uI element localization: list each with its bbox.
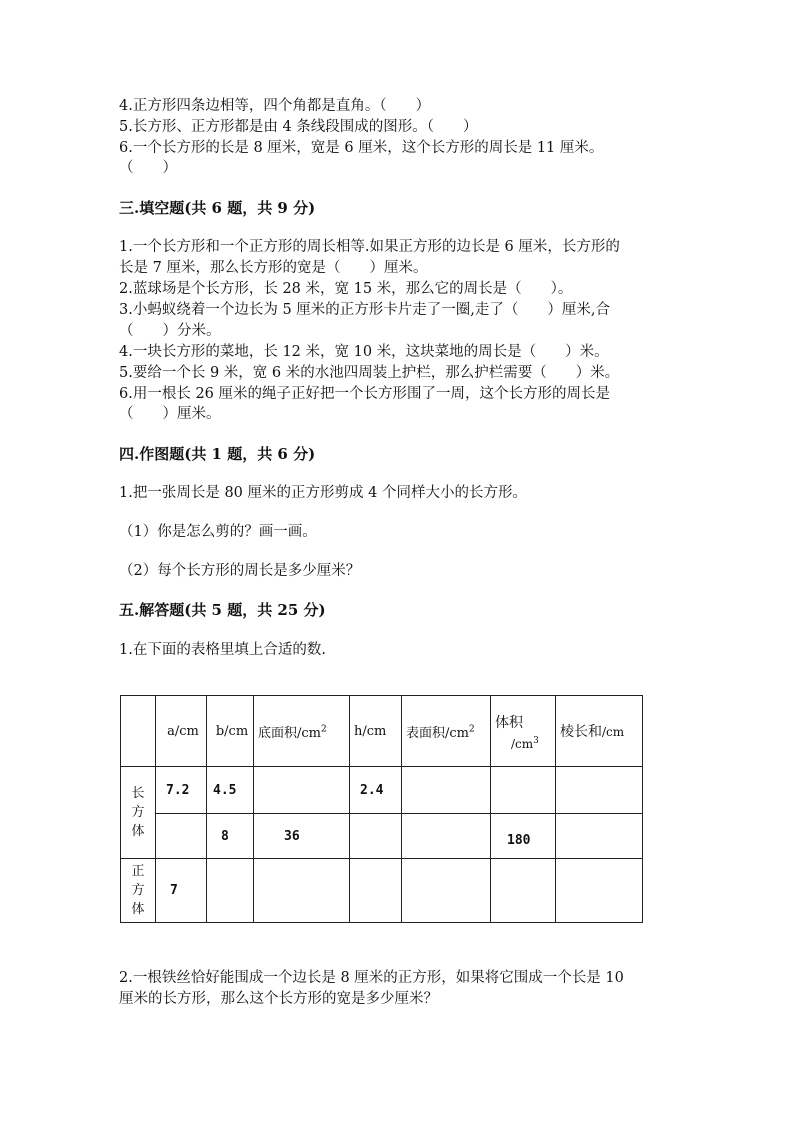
cuboid-volume-cell[interactable]: [491, 767, 556, 814]
cuboid2-edge-sum-cell[interactable]: [556, 814, 643, 859]
judgement-item-6: 6.一个长方形的长是 8 厘米，宽是 6 厘米，这个长方形的周长是 11 厘米。: [119, 140, 604, 156]
header-b: b/cm: [207, 696, 254, 767]
cube-h-cell[interactable]: [350, 859, 402, 923]
cuboid2-b-cell[interactable]: 8: [207, 814, 254, 859]
cube-b-cell[interactable]: [207, 859, 254, 923]
header-surface-area: 表面积$/cm^2$: [402, 696, 491, 767]
judgement-item-5: 5.长方形、正方形都是由 4 条线段围成的图形。（ ）: [119, 119, 478, 135]
cuboid-b-cell[interactable]: 4.5: [207, 767, 254, 814]
table-header-row: [121, 696, 643, 767]
draw-question: 1.把一张周长是 80 厘米的正方形剪成 4 个同样大小的长方形。: [119, 485, 527, 501]
fill-line: 5.要给一个长 9 米，宽 6 米的水池四周装上护栏，那么护栏需要（ ）米。: [119, 365, 620, 381]
header-volume-label: 体积: [495, 714, 523, 731]
solve-question-2-cont: 厘米的长方形，那么这个长方形的宽是多少厘米？: [119, 991, 438, 1007]
judgement-item-6-blank: （ ）: [119, 160, 177, 176]
table-corner-cell: [121, 696, 156, 767]
dimension-table: [120, 695, 643, 923]
draw-sub-question-1: （1）你是怎么剪的？画一画。: [119, 524, 317, 540]
section-heading-draw: 四.作图题(共 1 题，共 6 分): [119, 445, 316, 463]
fill-line: （ ）分米。: [119, 323, 221, 339]
table-row: [121, 767, 643, 814]
header-a: a/cm: [156, 696, 207, 767]
header-edge-sum: 棱长和/cm: [556, 696, 643, 767]
solve-question-2: 2.一根铁丝恰好能围成一个边长是 8 厘米的正方形，如果将它围成一个长是 10: [119, 970, 624, 986]
cuboid-edge-sum-cell[interactable]: [556, 767, 643, 814]
cube-surface-area-cell[interactable]: [402, 859, 491, 923]
cube-base-area-cell[interactable]: [254, 859, 350, 923]
section-heading-fill: 三.填空题(共 6 题，共 9 分): [119, 199, 316, 217]
header-base-area: 底面积$/cm^2$: [254, 696, 350, 767]
draw-sub-question-2: （2）每个长方形的周长是多少厘米？: [119, 563, 361, 579]
fill-line: 3.小蚂蚁绕着一个边长为 5 厘米的正方形卡片走了一圈,走了（ ）厘米,合: [119, 302, 610, 318]
cuboid2-base-area-cell[interactable]: 36: [254, 814, 350, 859]
header-volume-unit: $/cm^3$: [511, 735, 539, 751]
fill-line: 4.一块长方形的菜地，长 12 米，宽 10 米，这块菜地的周长是（ ）米。: [119, 344, 609, 360]
table-row: [121, 814, 643, 859]
row-label-cube: 正 方 体: [121, 859, 156, 923]
cuboid2-volume-cell[interactable]: 180: [491, 814, 556, 859]
fill-line: 1.一个长方形和一个正方形的周长相等.如果正方形的边长是 6 厘米，长方形的: [119, 239, 620, 255]
header-volume: [491, 696, 556, 767]
header-h: h/cm: [350, 696, 402, 767]
cube-edge-sum-cell[interactable]: [556, 859, 643, 923]
table-row: [121, 859, 643, 923]
judgement-item-4: 4.正方形四条边相等，四个角都是直角。（ ）: [119, 98, 431, 114]
cuboid-base-area-cell[interactable]: [254, 767, 350, 814]
cuboid2-a-cell[interactable]: [156, 814, 207, 859]
section-heading-solve: 五.解答题(共 5 题，共 25 分): [119, 601, 326, 619]
cuboid2-surface-area-cell[interactable]: [402, 814, 491, 859]
fill-line: 2.蓝球场是个长方形，长 28 米，宽 15 米，那么它的周长是（ ）。: [119, 281, 573, 297]
cuboid-surface-area-cell[interactable]: [402, 767, 491, 814]
fill-line: 6.用一根长 26 厘米的绳子正好把一个长方形围了一周，这个长方形的周长是: [119, 386, 611, 402]
cuboid-h-cell[interactable]: 2.4: [350, 767, 402, 814]
fill-line: 长是 7 厘米，那么长方形的宽是（ ）厘米。: [119, 260, 428, 276]
cube-volume-cell[interactable]: [491, 859, 556, 923]
cube-a-cell[interactable]: 7: [156, 859, 207, 923]
fill-line: （ ）厘米。: [119, 406, 221, 422]
solve-question-1: 1.在下面的表格里填上合适的数.: [119, 642, 326, 658]
cuboid-a-cell[interactable]: 7.2: [156, 767, 207, 814]
cuboid2-h-cell[interactable]: [350, 814, 402, 859]
row-label-cuboid: 长 方 体: [121, 767, 156, 859]
